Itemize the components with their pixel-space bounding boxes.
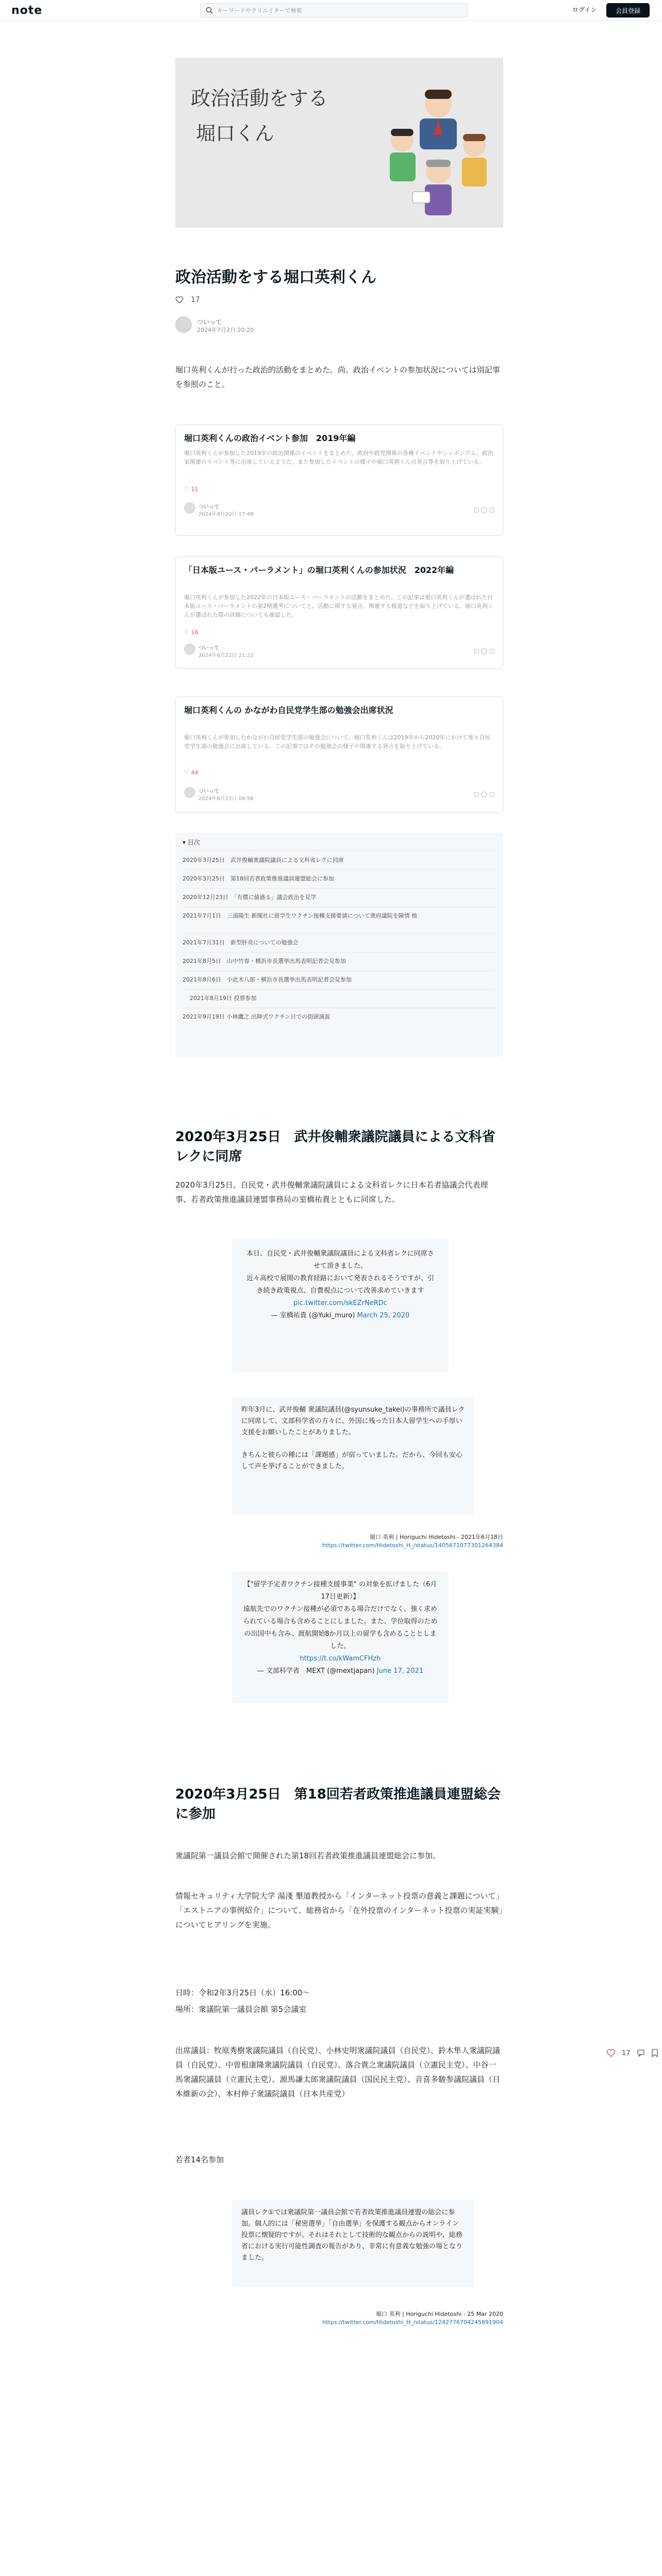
tweet-text: 本日、自民党・武井俊輔衆議院議員による文科省レクに同席させて頂きました。 近々高校で展開の教育経路において発表されるそうですが、引き続き政策視点、自費視点について改善求めていきます bbox=[246, 1250, 434, 1295]
top-header bbox=[0, 0, 662, 21]
card-title[interactable]: 「日本版ユース・パーラメント」の堀口英利くんの参加状況 2022年編 bbox=[184, 565, 454, 575]
section-paragraph: 衆議院第一議員会館で開催された第18回若者政策推進議員連盟総会に参加。 bbox=[175, 1851, 441, 1860]
card-likes: ♡ 44 bbox=[184, 769, 198, 776]
embedded-tweet bbox=[232, 1239, 449, 1372]
comment-icon[interactable] bbox=[637, 2049, 645, 2057]
toc-item[interactable]: 2021年8月5日 山中竹春・横浜市長選挙出馬表明記者会見参加 bbox=[183, 958, 346, 964]
search-placeholder: キーワードやクリエイターで検索 bbox=[217, 7, 302, 14]
section-paragraph: 2020年3月25日、自民党・武井俊輔衆議院議員による文科省レクに日本若者協議会代表理事、若者政策推進議員連盟事務局の室橋祐貴とともに同席した。 bbox=[175, 1180, 488, 1204]
people-illustration-icon bbox=[382, 89, 495, 217]
tweet-credit: — 文部科学省 MEXT (@mextjapan) bbox=[257, 1667, 375, 1675]
section-heading: 2020年3月25日 武井俊輔衆議院議員による文科省レクに同席 bbox=[175, 1129, 495, 1164]
embedded-tweet bbox=[232, 1571, 449, 1703]
card-author: ついって bbox=[198, 504, 219, 510]
tweet-credit: — 室橋祐貴 (@Yuki_muro) bbox=[271, 1312, 355, 1319]
author-name[interactable]: ついって bbox=[197, 318, 222, 326]
bookmark-icon[interactable] bbox=[651, 2049, 658, 2057]
publish-date: 2024年7月2日 20:20 bbox=[197, 327, 254, 333]
toc-item[interactable]: 2021年9月19日 小林鷹之 出陣式ワクチン日での街頭演説 bbox=[183, 1013, 330, 1020]
card-actions[interactable]: ▢ ◯ ▢ bbox=[473, 791, 494, 798]
hero-line1: 政治活動をする bbox=[191, 87, 328, 110]
card-author: ついって bbox=[198, 646, 219, 651]
like-count: 17 bbox=[622, 2049, 631, 2057]
card-actions[interactable]: ▢ ◯ ▢ bbox=[473, 648, 494, 654]
attendees-paragraph: 出席議員：牧原秀樹衆議院議員（自民党）、小林史明衆議院議員（自民党）、鈴木隼人衆議院議員（自民党）、中曽根康隆衆議院議員（自民党）、落合貴之衆議院議員（立憲民主党）、中谷一馬衆議院議員（立憲民主党）、源馬謙太郎衆議院議員（国民民主党）、音喜多駿参議院議員（日本維新の会）、本村伸子衆議院議員（日本共産党） bbox=[175, 2046, 501, 2098]
card-likes: ♡ 16 bbox=[184, 629, 198, 636]
tweet-text: 【"留学予定者ワクチン接種支援事業" の対象を拡げました（6月17日更新）】 遠航先でのワクチン接種が必須である場合だけでなく、強く求められている場合も含めることにしました。また、学位取得のための出国中も含み、渡航開始8か月以上の留学も含めることとしました。 bbox=[243, 1581, 438, 1650]
tweet-url-link[interactable]: https://twitter.com/Hidetoshi_H_/status/1242776704245891904 bbox=[322, 2319, 503, 2326]
search-icon bbox=[206, 7, 213, 14]
card-author: ついって bbox=[198, 789, 219, 794]
article-title: 政治活動をする堀口英利くん bbox=[175, 268, 376, 286]
youth-count: 若者14名参加 bbox=[175, 2155, 224, 2164]
avatar bbox=[184, 643, 195, 655]
card-date: 2024年6月23日 09:58 bbox=[198, 796, 254, 802]
heart-icon: ♡ bbox=[184, 769, 191, 776]
card-title[interactable]: 堀口英利くんの かながわ自民党学生部の勉強会出席状況 bbox=[184, 705, 393, 715]
hero-image bbox=[175, 58, 503, 228]
toc-heading[interactable]: ▾ 目次 bbox=[183, 839, 200, 846]
like-count: 17 bbox=[191, 296, 200, 304]
heart-icon[interactable] bbox=[175, 296, 184, 304]
intro-paragraph: 堀口英利くんが行った政治的活動をまとめた。尚、政治イベントの参加状況については別記事を参照のこと。 bbox=[175, 365, 500, 389]
like-row bbox=[175, 296, 503, 304]
card-excerpt: 堀口英利くんが参加した2019年の政治関係のイベントをまとめた。政府や政党関係の各種イベントやシンポジウム、政治家関連のイベント等に出席しているようだ。また参加したイベントの様子や堀口英利くんの発言等を取り上げている。 bbox=[184, 450, 493, 465]
avatar bbox=[184, 502, 195, 514]
heart-icon[interactable] bbox=[606, 2048, 616, 2058]
avatar[interactable] bbox=[175, 316, 192, 333]
heart-icon: ♡ bbox=[184, 629, 191, 636]
toc-item[interactable]: 2020年3月25日 武井俊輔衆議院議員による文科省レクに同席 bbox=[183, 857, 344, 863]
table-of-contents bbox=[175, 833, 503, 1057]
embed-card-jiminto[interactable] bbox=[175, 697, 503, 813]
card-likes: ♡ 11 bbox=[184, 486, 198, 493]
embedded-tweet bbox=[232, 1397, 474, 1515]
floating-actions bbox=[606, 2048, 662, 2058]
tweet-link[interactable]: https://t.co/kWamCFHzh bbox=[300, 1655, 381, 1663]
section-heading: 2020年3月25日 第18回若者政策推進議員連盟総会に参加 bbox=[175, 1787, 501, 1822]
toc-item[interactable]: 2021年8月6日 小此木八郎・横浜市長選挙出馬表明記者会見参加 bbox=[183, 976, 352, 983]
tweet-url-link[interactable]: https://twitter.com/Hidetoshi_H_/status/1405671077301264384 bbox=[322, 1542, 503, 1549]
toc-item[interactable]: 2020年3月25日 第18回若者政策推進議員連盟総会に参加 bbox=[183, 875, 334, 882]
tweet-credit: 堀口 英利 | Horiguchi Hidetoshi - 25 Mar 2020 https://twitter.com/Hidetoshi_H_/status/1242776704245891904 bbox=[322, 2311, 503, 2326]
avatar bbox=[184, 787, 195, 798]
tweet-text: 議員レク①では衆議院第一議員会館で若者政策推進議員連盟の総会に参加。個人的には「秘密選挙」「自由選挙」を保護する観点からオンライン投票に懐疑的ですが、それはそれとして技術的な観点からの説明や、総務省における実行可能性調査の報告があり、非常に有意義な勉強の場となりました。 bbox=[241, 2209, 463, 2262]
section-paragraph: 情報セキュリティ大学院大学 湯淺 墾道教授から「インターネット投票の意義と課題について」「エストニアの事例紹介」について、総務省から「在外投票のインターネット投票の実証実験」についてヒアリングを実施。 bbox=[175, 1891, 503, 1929]
signup-button[interactable]: 会員登録 bbox=[606, 3, 650, 18]
card-excerpt: 堀口英利くんが参加したかながわ自民党学生部の勉強会について。堀口英利くんは2019年から2020年にかけて度々自民党学生部の勉強会に出席している。この記事ではその勉強会の様子や関連する発言を取り上げている。 bbox=[184, 734, 491, 750]
toc-item[interactable]: 2021年7月1日 三浦陽生 新聞社に留学生ワクチン接種支援要請について衆府議院を陳情 他 bbox=[183, 912, 418, 919]
embed-card-2019[interactable] bbox=[175, 425, 503, 536]
heart-icon: ♡ bbox=[184, 486, 191, 493]
hero-line2: 堀口くん bbox=[196, 122, 275, 145]
card-actions[interactable]: ▢ ◯ ▢ bbox=[473, 506, 494, 513]
author-row[interactable] bbox=[175, 315, 503, 336]
card-date: 2024年6月22日 21:23 bbox=[198, 653, 254, 658]
tweet-date-link[interactable]: June 17, 2021 bbox=[376, 1667, 424, 1675]
event-place: 場所：衆議院第一議員会館 第5会議室 bbox=[175, 2005, 307, 2014]
embed-card-2022[interactable] bbox=[175, 556, 503, 669]
tweet-credit: 堀口 英利 | Horiguchi Hidetoshi - 2021年6月18日 https://twitter.com/Hidetoshi_H_/status/1405671077301264384 bbox=[322, 1534, 503, 1549]
search-input[interactable] bbox=[200, 3, 468, 18]
toc-item[interactable]: 2020年12月23日 「有償に値盛る」議会政治を見学 bbox=[183, 894, 317, 901]
tweet-date-link[interactable]: March 25, 2020 bbox=[357, 1312, 410, 1319]
toc-item[interactable]: 2021年8月19日 投票参加 bbox=[190, 995, 257, 1002]
tweet-link[interactable]: pic.twitter.com/skEZrNeRDc bbox=[293, 1299, 387, 1307]
toc-item[interactable]: 2021年7月31日 新型肝炎についての勉強会 bbox=[183, 939, 299, 946]
card-date: 2024年6月20日 17:48 bbox=[198, 512, 254, 517]
card-excerpt: 堀口英利くんが参加した2022年の日本版ユース・パーラメントの活動をまとめた。この記事は堀口英利くんが選ばれた日本版ユース・パーラメントの第2期選考についてと、活動に関する発言、関連する報道などを取り上げている。堀口英利くんが選ばれた際の詳細についても確認した。 bbox=[184, 594, 493, 618]
note-logo[interactable]: note bbox=[11, 4, 43, 17]
tweet-text: きちんと彼らの種には「課題感」が宿っていました。だから、今回も安心して声を挙げることができました。 bbox=[241, 1451, 463, 1470]
event-date: 日時：令和2年3月25日（水）16:00〜 bbox=[175, 1988, 310, 1997]
login-button[interactable]: ログイン bbox=[572, 6, 597, 13]
embedded-tweet bbox=[232, 2200, 474, 2287]
card-title[interactable]: 堀口英利くんの政治イベント参加 2019年編 bbox=[184, 433, 356, 443]
tweet-text: 昨年3月に、武井俊輔 衆議院議員(@syunsuke_takei)の事務所で議員レクに同席して、文部科学省の方々に、外国に残った日本人留学生への手厚い支援をお願いしたことがありました。 bbox=[241, 1406, 465, 1436]
